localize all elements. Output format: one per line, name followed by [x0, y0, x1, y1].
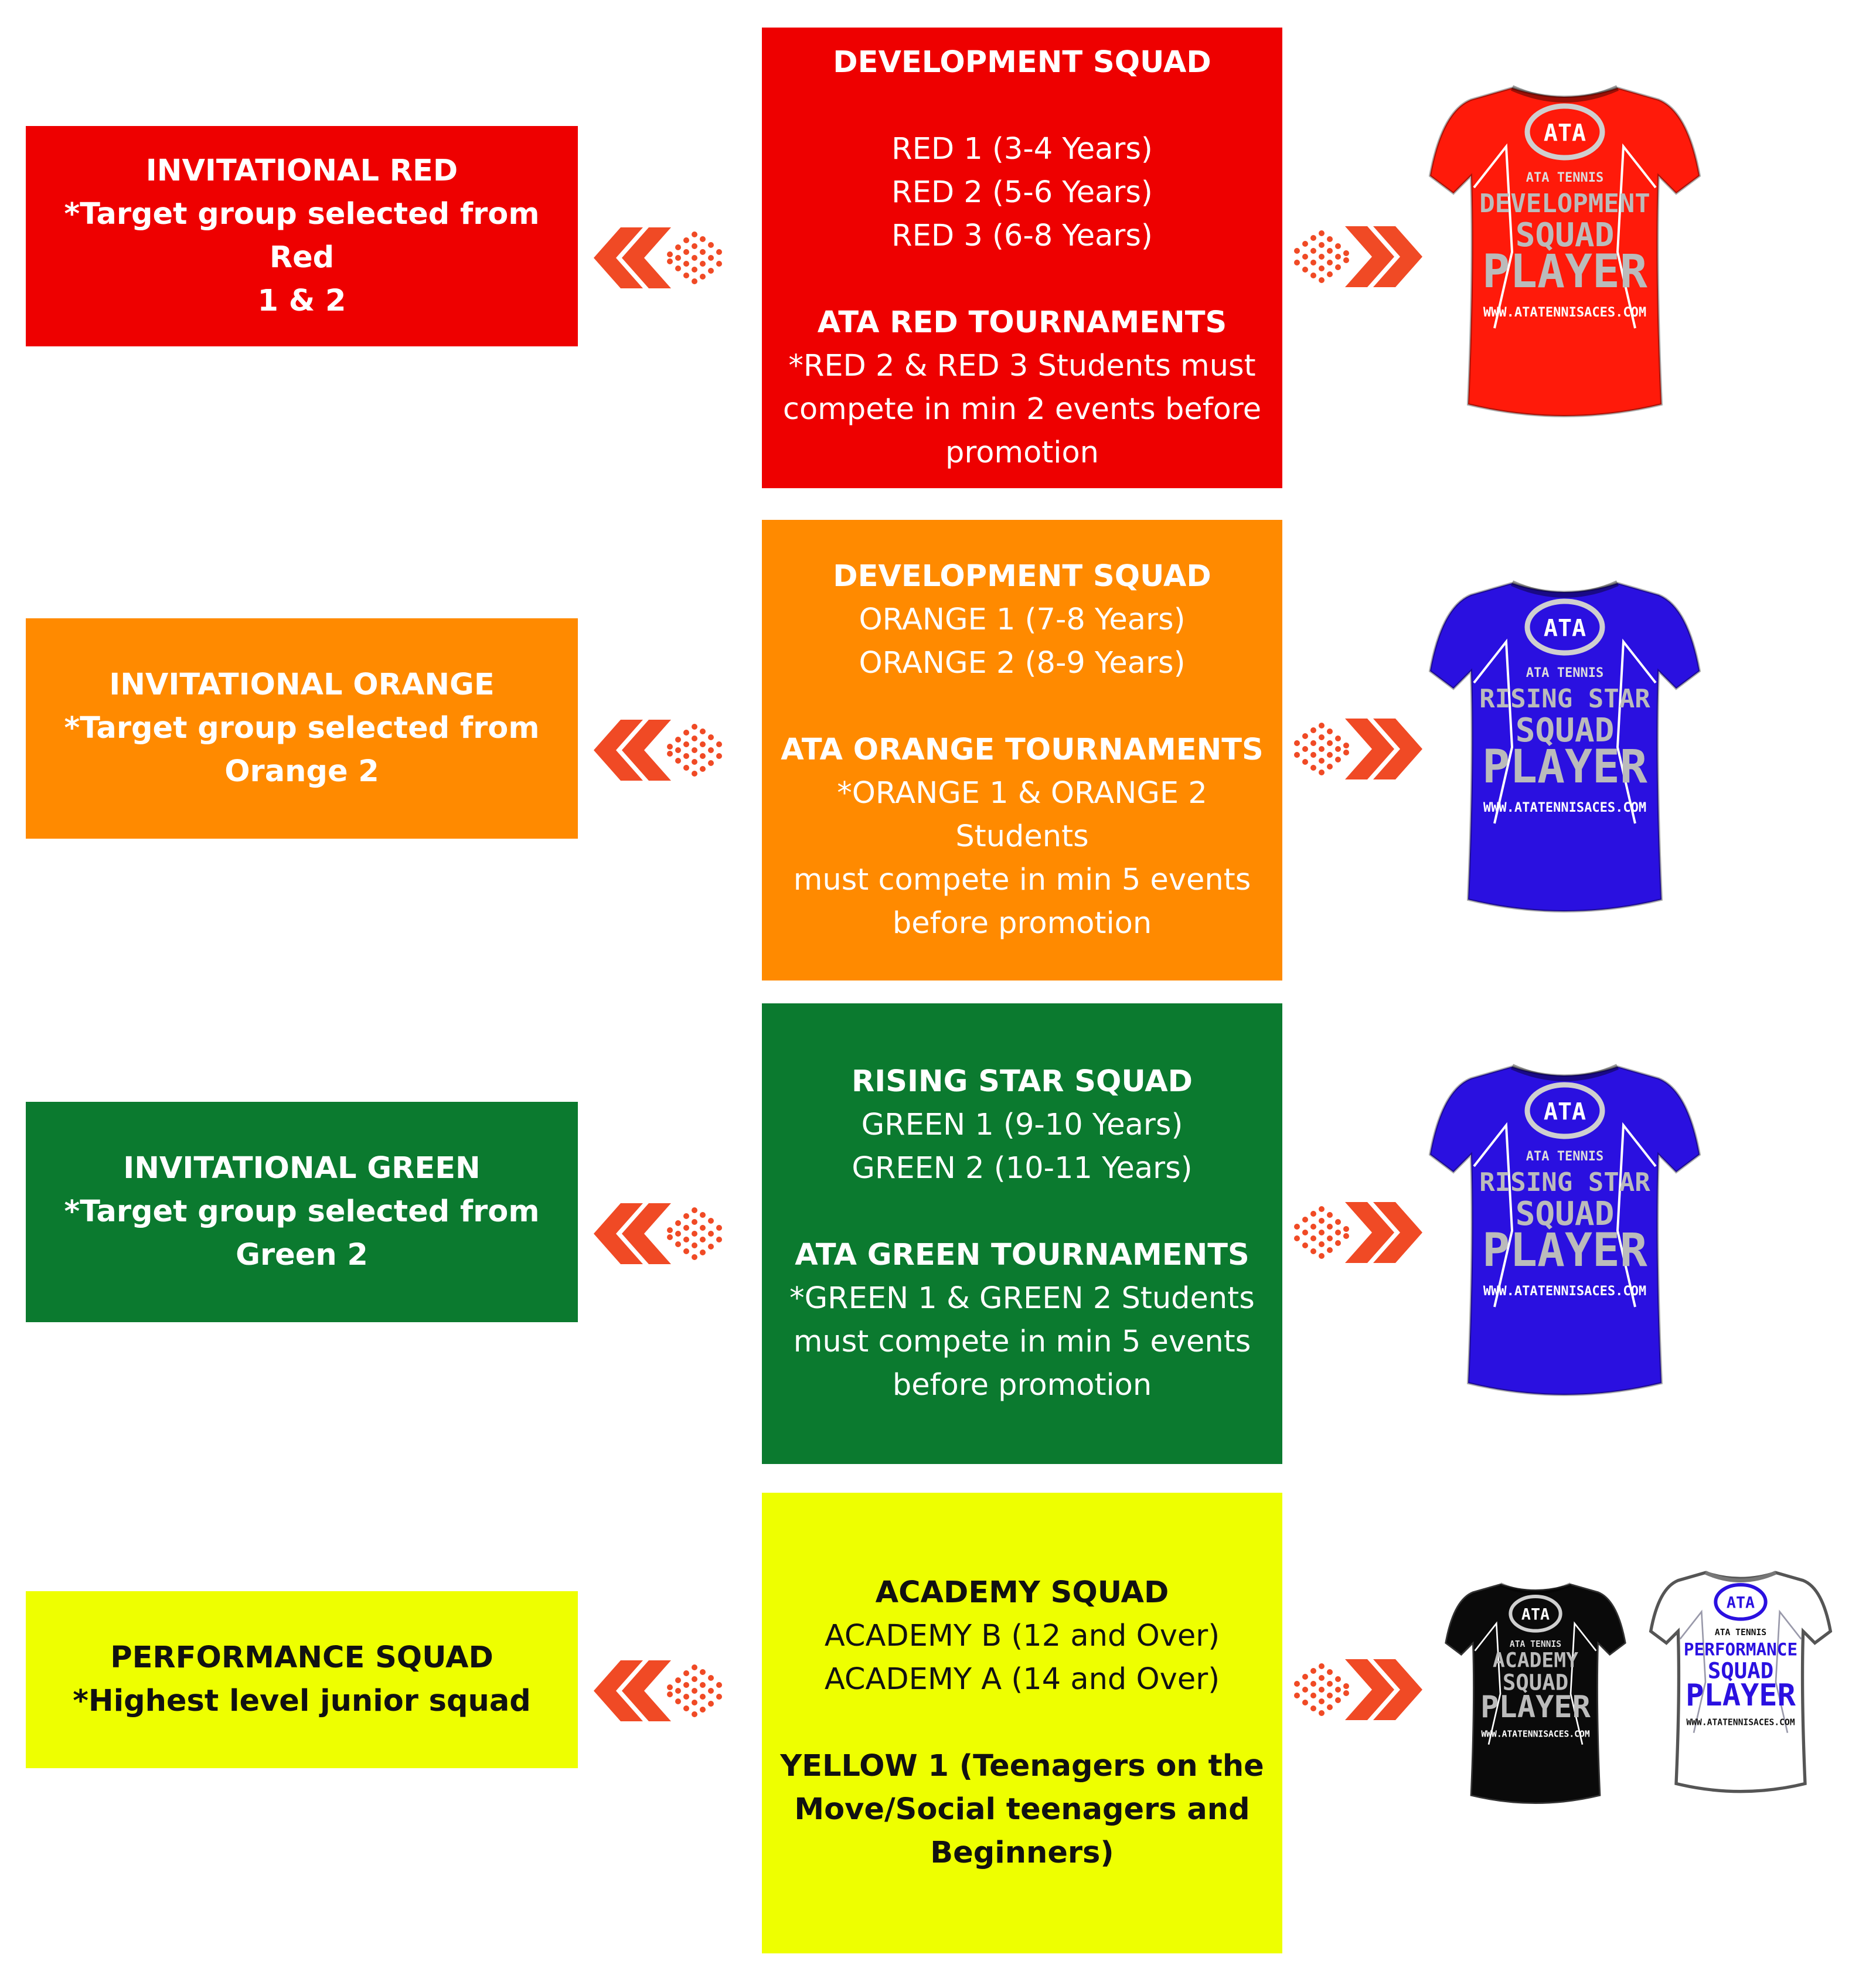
chevrons-left-icon — [589, 1656, 724, 1726]
shirt-url-text: WWW.ATATENNISACES.COM — [1483, 1284, 1647, 1299]
tournament-line-3: promotion — [945, 435, 1099, 470]
shirt-line1-text: DEVELOPMENT — [1479, 189, 1650, 219]
invitational-green-box — [26, 1102, 578, 1322]
rising-star-shirt-icon — [1424, 571, 1705, 923]
chevrons-right-icon — [1292, 1197, 1427, 1268]
squad-heading: DEVELOPMENT SQUAD — [833, 559, 1211, 594]
chevrons-right-icon — [1292, 1654, 1427, 1725]
level-academy-a: ACADEMY A (14 and Over) — [824, 1662, 1220, 1697]
tournament-line-3: before promotion — [892, 1368, 1152, 1402]
yellow-line-3: Beginners) — [930, 1836, 1114, 1870]
tournament-line-1: *RED 2 & RED 3 Students must — [788, 349, 1256, 383]
invitational-green-line2: Green 2 — [236, 1238, 368, 1272]
shirt-line2-text: SQUAD — [1502, 1669, 1569, 1696]
development-squad-shirt-icon — [1424, 76, 1705, 428]
tournament-line-2: must compete in min 5 events — [793, 863, 1251, 897]
tournament-title: ATA RED TOURNAMENTS — [817, 305, 1227, 340]
shirt-line3-text: PLAYER — [1482, 1224, 1647, 1277]
shirt-logo-text: ATA — [1543, 615, 1586, 642]
tournament-line-3: before promotion — [892, 906, 1152, 941]
yellow-line-2: Move/Social teenagers and — [794, 1792, 1250, 1827]
tournament-line-2: compete in min 2 events before — [782, 392, 1262, 427]
invitational-red-title: INVITATIONAL RED — [145, 154, 458, 188]
invitational-orange-line2: Orange 2 — [224, 754, 379, 789]
rising-star-squad-green-box — [762, 1003, 1282, 1464]
tournament-title: ATA ORANGE TOURNAMENTS — [781, 733, 1264, 767]
shirt-logo-text: ATA — [1521, 1605, 1550, 1624]
performance-squad-line1: *Highest level junior squad — [73, 1684, 531, 1718]
level-orange-1: ORANGE 1 (7-8 Years) — [859, 602, 1186, 637]
shirt-line2-text: SQUAD — [1515, 216, 1615, 254]
invitational-orange-box — [26, 618, 578, 839]
academy-squad-black-shirt-icon — [1442, 1577, 1629, 1811]
shirt-line2-text: SQUAD — [1707, 1657, 1774, 1684]
chevrons-left-icon — [589, 715, 724, 785]
tournament-title: ATA GREEN TOURNAMENTS — [795, 1238, 1249, 1272]
level-red-2: RED 2 (5-6 Years) — [891, 175, 1153, 210]
shirt-url-text: WWW.ATATENNISACES.COM — [1483, 801, 1647, 815]
chevrons-left-icon — [589, 223, 724, 293]
shirt-line1-text: PERFORMANCE — [1683, 1639, 1798, 1660]
chevrons-right-icon — [1292, 222, 1427, 292]
shirt-brand-text: ATA TENNIS — [1714, 1628, 1767, 1637]
academy-squad-yellow-box — [762, 1493, 1282, 1953]
tournament-line-1: *GREEN 1 & GREEN 2 Students — [789, 1281, 1255, 1316]
shirt-line3-text: PLAYER — [1480, 1690, 1591, 1725]
shirt-line1-text: RISING STAR — [1479, 684, 1650, 714]
shirt-logo-text: ATA — [1543, 1098, 1586, 1125]
invitational-orange-line1: *Target group selected from — [64, 711, 540, 745]
performance-squad-title: PERFORMANCE SQUAD — [110, 1640, 493, 1675]
shirt-brand-text: ATA TENNIS — [1526, 171, 1604, 185]
invitational-red-line1: *Target group selected from Red — [64, 197, 540, 275]
shirt-line1-text: ACADEMY — [1492, 1649, 1579, 1673]
squad-heading: DEVELOPMENT SQUAD — [833, 45, 1211, 80]
level-green-1: GREEN 1 (9-10 Years) — [861, 1108, 1183, 1142]
invitational-green-line1: *Target group selected from — [64, 1194, 540, 1229]
performance-squad-white-shirt-icon — [1647, 1565, 1834, 1799]
shirt-line1-text: RISING STAR — [1479, 1167, 1650, 1197]
level-green-2: GREEN 2 (10-11 Years) — [852, 1151, 1193, 1186]
yellow-line-1: YELLOW 1 (Teenagers on the — [780, 1749, 1264, 1783]
tournament-line-1: *ORANGE 1 & ORANGE 2 Students — [837, 776, 1207, 854]
shirt-line3-text: PLAYER — [1686, 1678, 1796, 1713]
shirt-brand-text: ATA TENNIS — [1526, 1149, 1604, 1164]
development-squad-orange-box — [762, 520, 1282, 981]
shirt-url-text: WWW.ATATENNISACES.COM — [1483, 305, 1647, 320]
rising-star-shirt-icon — [1424, 1055, 1705, 1407]
shirt-line3-text: PLAYER — [1482, 246, 1647, 298]
level-red-1: RED 1 (3-4 Years) — [891, 132, 1153, 166]
shirt-brand-text: ATA TENNIS — [1509, 1639, 1562, 1649]
squad-heading: ACADEMY SQUAD — [875, 1575, 1169, 1610]
chevrons-right-icon — [1292, 714, 1427, 784]
performance-squad-box — [26, 1591, 578, 1768]
shirt-line3-text: PLAYER — [1482, 741, 1647, 794]
squad-heading: RISING STAR SQUAD — [851, 1064, 1193, 1099]
shirt-line2-text: SQUAD — [1515, 1195, 1615, 1233]
shirt-url-text: WWW.ATATENNISACES.COM — [1686, 1717, 1795, 1728]
development-squad-red-box — [762, 28, 1282, 488]
invitational-red-line2: 1 & 2 — [257, 284, 346, 318]
invitational-red-box — [26, 126, 578, 346]
shirt-brand-text: ATA TENNIS — [1526, 666, 1604, 680]
level-red-3: RED 3 (6-8 Years) — [891, 219, 1153, 253]
shirt-line2-text: SQUAD — [1515, 711, 1615, 750]
invitational-green-title: INVITATIONAL GREEN — [123, 1151, 481, 1186]
invitational-orange-title: INVITATIONAL ORANGE — [109, 668, 495, 702]
shirt-url-text: WWW.ATATENNISACES.COM — [1481, 1729, 1590, 1739]
shirt-logo-text: ATA — [1726, 1594, 1755, 1612]
chevrons-left-icon — [589, 1199, 724, 1269]
shirt-logo-text: ATA — [1543, 120, 1586, 147]
level-academy-b: ACADEMY B (12 and Over) — [824, 1619, 1220, 1653]
tournament-line-2: must compete in min 5 events — [793, 1325, 1251, 1359]
level-orange-2: ORANGE 2 (8-9 Years) — [859, 646, 1186, 680]
